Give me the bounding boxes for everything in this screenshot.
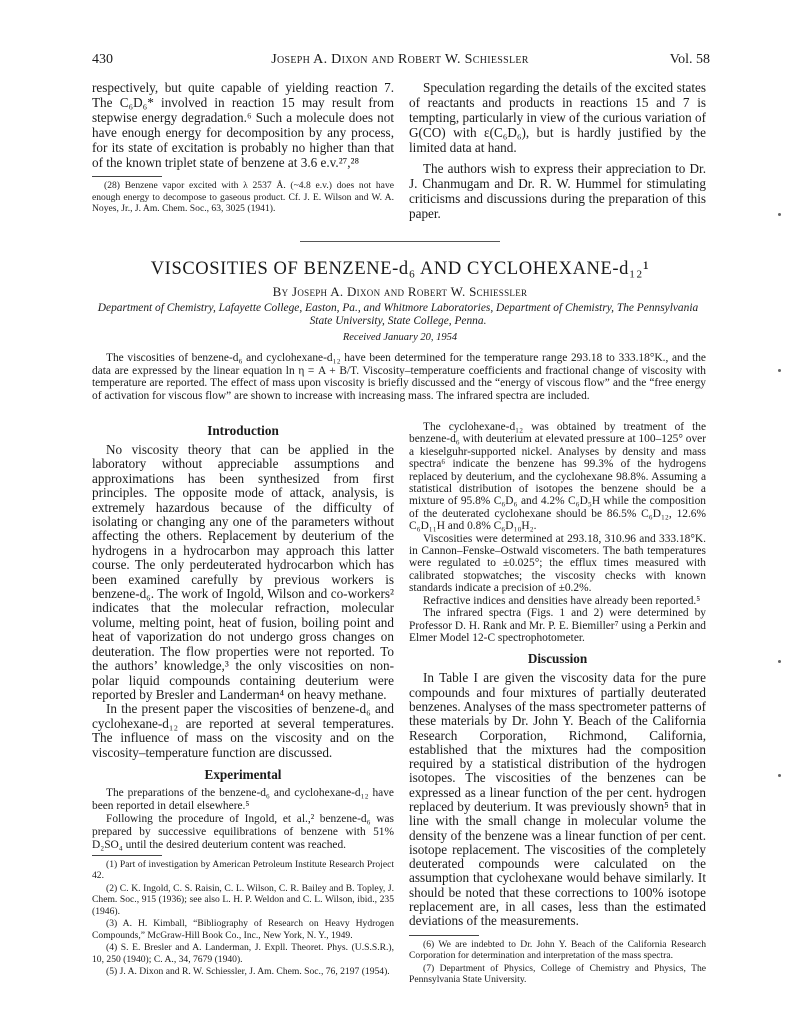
prev-article-right <box>409 80 706 221</box>
speculation-paragraph: Speculation regarding the details of the excited states of reactants and products in reactions 15 and 7 is tempting, particularly in view of the curious variation of G(CO) with ε(C₆D₆), but is hardly justified by the limited data at hand. <box>409 80 707 155</box>
footnote-4: (4) S. E. Bresler and A. Landerman, J. Expll. Theoret. Phys. (U.S.S.R.), 10, 250 (1940); C. A., 34, 7679 (1940). <box>92 942 394 965</box>
abstract <box>92 352 706 402</box>
footnote-1: (1) Part of investigation by American Petroleum Institute Research Project 42. <box>92 858 394 882</box>
article-title: VISCOSITIES OF BENZENE-d₆ AND CYCLOHEXANE-d₁₂¹ <box>150 259 650 279</box>
intro-paragraph-1: No viscosity theory that can be applied in the laboratory without appreciable assumptions and approximations has been synthesized from first principles. The opposite mode of attack, analysis, is extremely hazardous because of the difficulty of isolating or changing any one of the parameters without affecting the others. Replacement by deuterium of the hydrogens in a hydrocarbon may approach this latter course. The only perdeuterated hydrocarbon which has been examined carefully by previous workers is benzene-d₆. The work of Ingold, Wilson and co-workers² indicates that the molecular refraction, molecular volume, melting point, heat of fusion, boiling point and heat of vaporization do not undergo gross changes on deuteration. The flow properties were not reported. To the authors’ knowledge,³ the only viscosities on non-polar liquid compounds containing deuterium were reported by Bresler and Landerman⁴ on heavy methane. <box>92 442 394 702</box>
footnote-28: (28) Benzene vapor excited with λ 2537 Å. (~4.8 e.v.) does not have enough energy to decompose to gaseous product. Cf. J. E. Wilson and W. A. Noyes, Jr., J. Am. Chem. Soc., 63, 3025 (1941). <box>92 180 394 214</box>
exp-paragraph-4: Viscosities were determined at 293.18, 310.96 and 333.18°K. in Cannon–Fenske–Ostwald viscometers. The bath temperatures were regulated to ±0.025°; the efflux times measured with calibrated stopwatches; the viscosity checks with known standards indicate a precision of ±0.2%. <box>409 532 706 595</box>
article-byline: By Joseph A. Dixon and Robert W. Schiessler <box>272 284 528 299</box>
exp-paragraph-2: Following the procedure of Ingold, et al.,² benzene-d₆ was prepared by successive equilibrations of benzene with 51% D₂SO₄ until the desired deuterium content was reached. <box>92 812 394 851</box>
intro-paragraph-2: In the present paper the viscosities of benzene-d₆ and cyclohexane-d₁₂ are reported at several temperatures. The influence of mass on the viscosity and on the viscosity–temperature function are discussed. <box>92 701 394 760</box>
margin-mark <box>778 774 781 777</box>
left-column <box>92 419 394 979</box>
right-column <box>409 421 706 987</box>
footnote-rule <box>92 855 162 856</box>
heading-introduction: Introduction <box>207 423 279 438</box>
footnote-6: (6) We are indebted to Dr. John Y. Beach of the California Research Corporation for determination and interpretation of the mass spectra. <box>409 938 706 962</box>
footnote-rule <box>409 935 479 936</box>
exp-paragraph-5: Refractive indices and densities have already been reported.⁵ <box>423 594 701 607</box>
footnote-rule <box>92 176 162 177</box>
article-separator <box>300 241 500 242</box>
right-footnotes <box>409 939 706 986</box>
footnote-3: (3) A. H. Kimball, “Bibliography of Research on Heavy Hydrogen Compounds,” McGraw-Hill Book Co., Inc., New York, N. Y., 1949. <box>92 918 394 941</box>
abstract-text: The viscosities of benzene-d₆ and cyclohexane-d₁₂ have been determined for the temperature range 293.18 to 333.18°K., and the data are expressed by the linear equation ln η = A + B/T. Viscosity–temperature coefficients and fractional change of viscosity with temperature are reported. The effect of mass upon viscosity is briefly discussed and the “energy of viscous flow” and the “free energy of activation for viscous flow” are shown to increase with increasing mass. The infrared spectra are included. <box>92 352 706 402</box>
footnote-7: (7) Department of Physics, College of Chemistry and Physics, The Pennsylvania State University. <box>409 962 706 986</box>
prev-paragraph: respectively, but quite capable of yielding reaction 7. The C₆D₆* involved in reaction 15 may result from stepwise energy degradation.⁶ Such a molecule does not have enough energy for decomposition by any process, for its state of excitation is probably no higher than that of the known triplet state of benzene at 3.6 e.v.²⁷,²⁸ <box>92 80 394 170</box>
running-title: Joseph A. Dixon and Robert W. Schiessler <box>271 52 529 67</box>
prev-article-left <box>92 80 394 215</box>
margin-mark <box>778 213 781 216</box>
footnote-2: (2) C. K. Ingold, C. S. Raisin, C. L. Wilson, C. R. Bailey and B. Topley, J. Chem. Soc., 915 (1936); see also L. H. P. Weldon and C. L. Wilson, ibid., 235 (1946). <box>92 882 394 917</box>
left-footnotes <box>92 859 394 978</box>
page-number: 430 <box>92 52 113 67</box>
acknowledgment-paragraph: The authors wish to express their appreciation to Dr. J. Chanmugam and Dr. R. W. Hummel for stimulating criticisms and discussions during the preparation of this paper. <box>409 161 706 221</box>
volume-label: Vol. 58 <box>669 52 710 67</box>
margin-mark <box>778 660 781 663</box>
exp-paragraph-6: The infrared spectra (Figs. 1 and 2) were determined by Professor D. H. Rank and Mr. P. E. Biemiller⁷ using a Perkin and Elmer Model 12-C spectrophotometer. <box>409 607 706 644</box>
exp-paragraph-3: The cyclohexane-d₁₂ was obtained by treatment of the benzene-d₆ with deuterium at elevated pressure at 100–125° over a kieselguhr-supported nickel. Analyses by density and mass spectra⁶ indicate the benzene has 99.3% of the hydrogens replaced by deuterium, and the cyclohexane 98.8%. Assuming a statistical distribution of isotopes the benzene should be a mixture of 95.8% C₆D₆ and 4.2% C₆D₅H while the composition of the deuterated cyclohexane should be 86.5% C₆D₁₂, 12.6% C₆D₁₁H and 0.8% C₆D₁₀H₂. <box>409 421 706 533</box>
heading-discussion: Discussion <box>527 651 588 667</box>
exp-paragraph-1: The preparations of the benzene-d₆ and cyclohexane-d₁₂ have been reported in detail elsewhere.⁵ <box>92 786 394 812</box>
margin-mark <box>778 369 781 372</box>
received-date: Received January 20, 1954 <box>342 332 458 343</box>
affiliation: Department of Chemistry, Lafayette College, Easton, Pa., and Whitmore Laboratories, Department of Chemistry, The Pennsylvania State University, State College, Penna. <box>97 302 699 327</box>
footnote-5: (5) J. A. Dixon and R. W. Schiessler, J. Am. Chem. Soc., 76, 2197 (1954). <box>106 966 390 978</box>
heading-experimental: Experimental <box>204 766 282 782</box>
discussion-paragraph-1: In Table I are given the viscosity data for the pure compounds and four mixtures of partially deuterated benzenes. Analyses of the mass spectrometer patterns of these materials by Dr. John Y. Beach of the California Research Corporation, Richmond, California, established that the mixtures had the composition required by a statistical distribution of the hydrogen isotopes. The viscosities of the benzenes can be expressed as a linear function of the per cent. hydrogen replaced by deuterium. It was previously shown⁵ that in line with the small change in molecular volume the density of the benzene was a linear function of per cent. isotope replacement. The viscosities of the completely deuterated compounds were calculated on the assumption that cyclohexane would behave similarly. It should be noted that these corrections to 100% isotope replacement are, in all cases, less than the estimated deviations of the measurements. <box>409 670 706 929</box>
